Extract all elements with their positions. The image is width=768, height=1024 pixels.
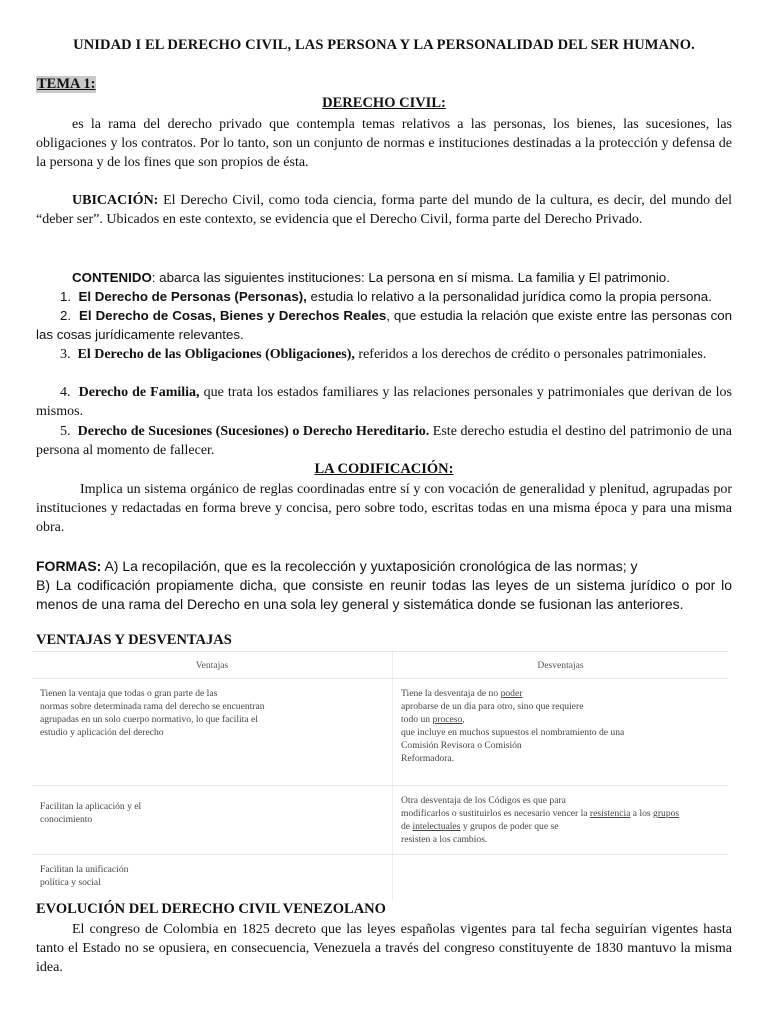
codificacion-heading: LA CODIFICACIÓN:: [314, 461, 454, 477]
list-number: 2.: [60, 308, 72, 323]
list-item-bold: Derecho de Familia,: [78, 385, 200, 400]
document-title: UNIDAD I EL DERECHO CIVIL, LAS PERSONA Y LA PERSONALIDAD DEL SER HUMANO.: [73, 37, 695, 53]
cell-line: [401, 713, 720, 726]
codificacion-text: Implica un sistema orgánico de reglas coordinadas entre sí y con vocación de generalidad y plenitud, agrupadas por instituciones y redactadas en forma breve y concisa, pero sobre todo, escritas todas en una misma época y para una misma obra.: [36, 482, 732, 535]
formas-a-text: A) La recopilación, que es la recolección y yuxtaposición cronológica de las normas; y: [101, 558, 638, 574]
cell-line: resisten a los cambios.: [401, 834, 488, 845]
list-item-bold: El Derecho de Cosas, Bienes y Derechos Reales: [79, 308, 387, 323]
ventajas-heading: VENTAJAS Y DESVENTAJAS: [36, 632, 232, 648]
cell-link-text: grupos: [653, 808, 680, 819]
list-item-bold: El Derecho de las Obligaciones (Obligaciones),: [77, 347, 355, 362]
cell-line: Facilitan la aplicación y el: [40, 801, 142, 812]
cell-line: Otra desventaja de los Códigos es que para: [401, 795, 566, 806]
cell-line: aprobarse de un día para otro, sino que requiere: [401, 701, 584, 712]
evolucion-text: El congreso de Colombia en 1825 decreto que las leyes españolas vigentes para tal fecha seguirían vigentes hasta tanto el Estado no se opusiera, en consecuencia, Venezuela a través del congreso constituyente de 1830 mantuvo la misma idea.: [36, 922, 732, 975]
list-item-text: que trata los estados familiares y las relaciones personales y patrimoniales que derivan de los mismos.: [36, 385, 732, 419]
ubicacion-paragraph: [36, 191, 732, 229]
list-item-1: [36, 287, 732, 306]
cell-text: de: [401, 821, 413, 832]
table-row: [32, 786, 728, 855]
cell-line: política y social: [40, 877, 101, 888]
cell-line: conocimiento: [40, 814, 93, 825]
list-item-text: estudia lo relativo a la personalidad jurídica como la propia persona.: [306, 289, 712, 304]
table-header-row: [32, 652, 728, 679]
column-header-ventajas: Ventajas: [195, 660, 229, 671]
contenido-paragraph: [36, 268, 732, 287]
cell-line: [401, 807, 720, 820]
list-item-5: [36, 422, 732, 460]
derecho-civil-text: es la rama del derecho privado que contempla temas relativos a las personas, los bienes, las sucesiones, las obligaciones y los contratos. Por lo tanto, son un conjunto de normas e instituciones destinadas a la protección y defensa de la persona y de los fines que son propios de ésta.: [36, 117, 732, 170]
formas-b-text: B) La codificación propiamente dicha, que consiste en reunir todas las leyes de un sistema jurídico o por lo menos de una rama del Derecho en una sola ley general y sistemática donde se fusionan las anteriores.: [36, 577, 732, 612]
column-header-desventajas: Desventajas: [392, 652, 728, 678]
list-item-text: referidos a los derechos de crédito o personales patrimoniales.: [354, 347, 707, 362]
cell-text: a los: [630, 808, 654, 819]
contenido-text: : abarca las siguientes instituciones: La persona en sí misma. La familia y El patrimonio.: [151, 270, 670, 285]
cell-link-text: intelectuales: [412, 821, 461, 832]
evolucion-heading: EVOLUCIÓN DEL DERECHO CIVIL VENEZOLANO: [36, 901, 386, 917]
cell-text: Tiene la desventaja de no: [401, 688, 501, 699]
table-cell: [32, 786, 392, 854]
formas-paragraph: [36, 557, 732, 614]
cell-text: y grupos de poder que se: [460, 821, 559, 832]
formas-label: FORMAS:: [36, 558, 102, 574]
cell-text: ,: [462, 714, 465, 725]
cell-line: agrupadas en un solo cuerpo normativo, lo que facilita el: [40, 714, 258, 725]
list-item-bold: Derecho de Sucesiones (Sucesiones) o Derecho Hereditario.: [77, 424, 430, 439]
table-cell: [32, 855, 392, 900]
cell-text: todo un: [401, 714, 433, 725]
table-row: [32, 679, 728, 786]
cell-line: Tienen la ventaja que todas o gran parte de las: [40, 688, 218, 699]
codificacion-paragraph: [36, 480, 732, 537]
ventajas-table: [32, 651, 728, 900]
table-cell-empty: [392, 855, 728, 900]
cell-line: [401, 687, 720, 700]
table-cell: [32, 679, 392, 785]
cell-line: que incluye en muchos supuestos el nombramiento de una: [401, 727, 625, 738]
list-number: 4.: [60, 385, 71, 400]
cell-line: Facilitan la unificación: [40, 864, 129, 875]
list-item-4: [36, 383, 732, 421]
derecho-civil-heading: DERECHO CIVIL:: [322, 95, 446, 111]
ubicacion-label: UBICACIÓN:: [72, 193, 159, 208]
list-item-text: Este derecho estudia el destino del patrimonio de una persona al momento de fallecer.: [36, 424, 732, 458]
list-item-3: [36, 345, 732, 364]
list-item-bold: El Derecho de Personas (Personas),: [78, 289, 307, 304]
cell-line: Reformadora.: [401, 753, 455, 764]
contenido-label: CONTENIDO: [72, 270, 152, 285]
cell-line: [401, 820, 720, 833]
list-item-2: [36, 306, 732, 344]
table-row: [32, 855, 728, 900]
cell-line: Comisión Revisora o Comisión: [401, 740, 522, 751]
derecho-civil-paragraph: [36, 115, 732, 172]
list-item-text: , que estudia la relación que existe entre las personas con las cosas jurídicamente relevantes.: [36, 308, 733, 342]
tema-label: TEMA 1:: [37, 76, 96, 92]
list-number: 1.: [60, 289, 72, 304]
table-cell: [392, 786, 728, 854]
cell-line: normas sobre determinada rama del derecho se encuentran: [40, 701, 265, 712]
cell-link-text: proceso: [432, 714, 463, 725]
ubicacion-text: El Derecho Civil, como toda ciencia, forma parte del mundo de la cultura, es decir, del mundo del “deber ser”. Ubicados en este contexto, se evidencia que el Derecho Civil, forma parte del Derecho Privado.: [36, 193, 732, 227]
cell-line: estudio y aplicación del derecho: [40, 727, 164, 738]
cell-link-text: resistencia: [589, 808, 631, 819]
list-number: 3.: [60, 347, 71, 362]
list-number: 5.: [60, 424, 71, 439]
table-cell: [392, 679, 728, 785]
cell-link-text: poder: [500, 688, 523, 699]
evolucion-paragraph: [36, 920, 732, 977]
cell-text: modificarlos o sustituirlos es necesario vencer la: [401, 808, 590, 819]
